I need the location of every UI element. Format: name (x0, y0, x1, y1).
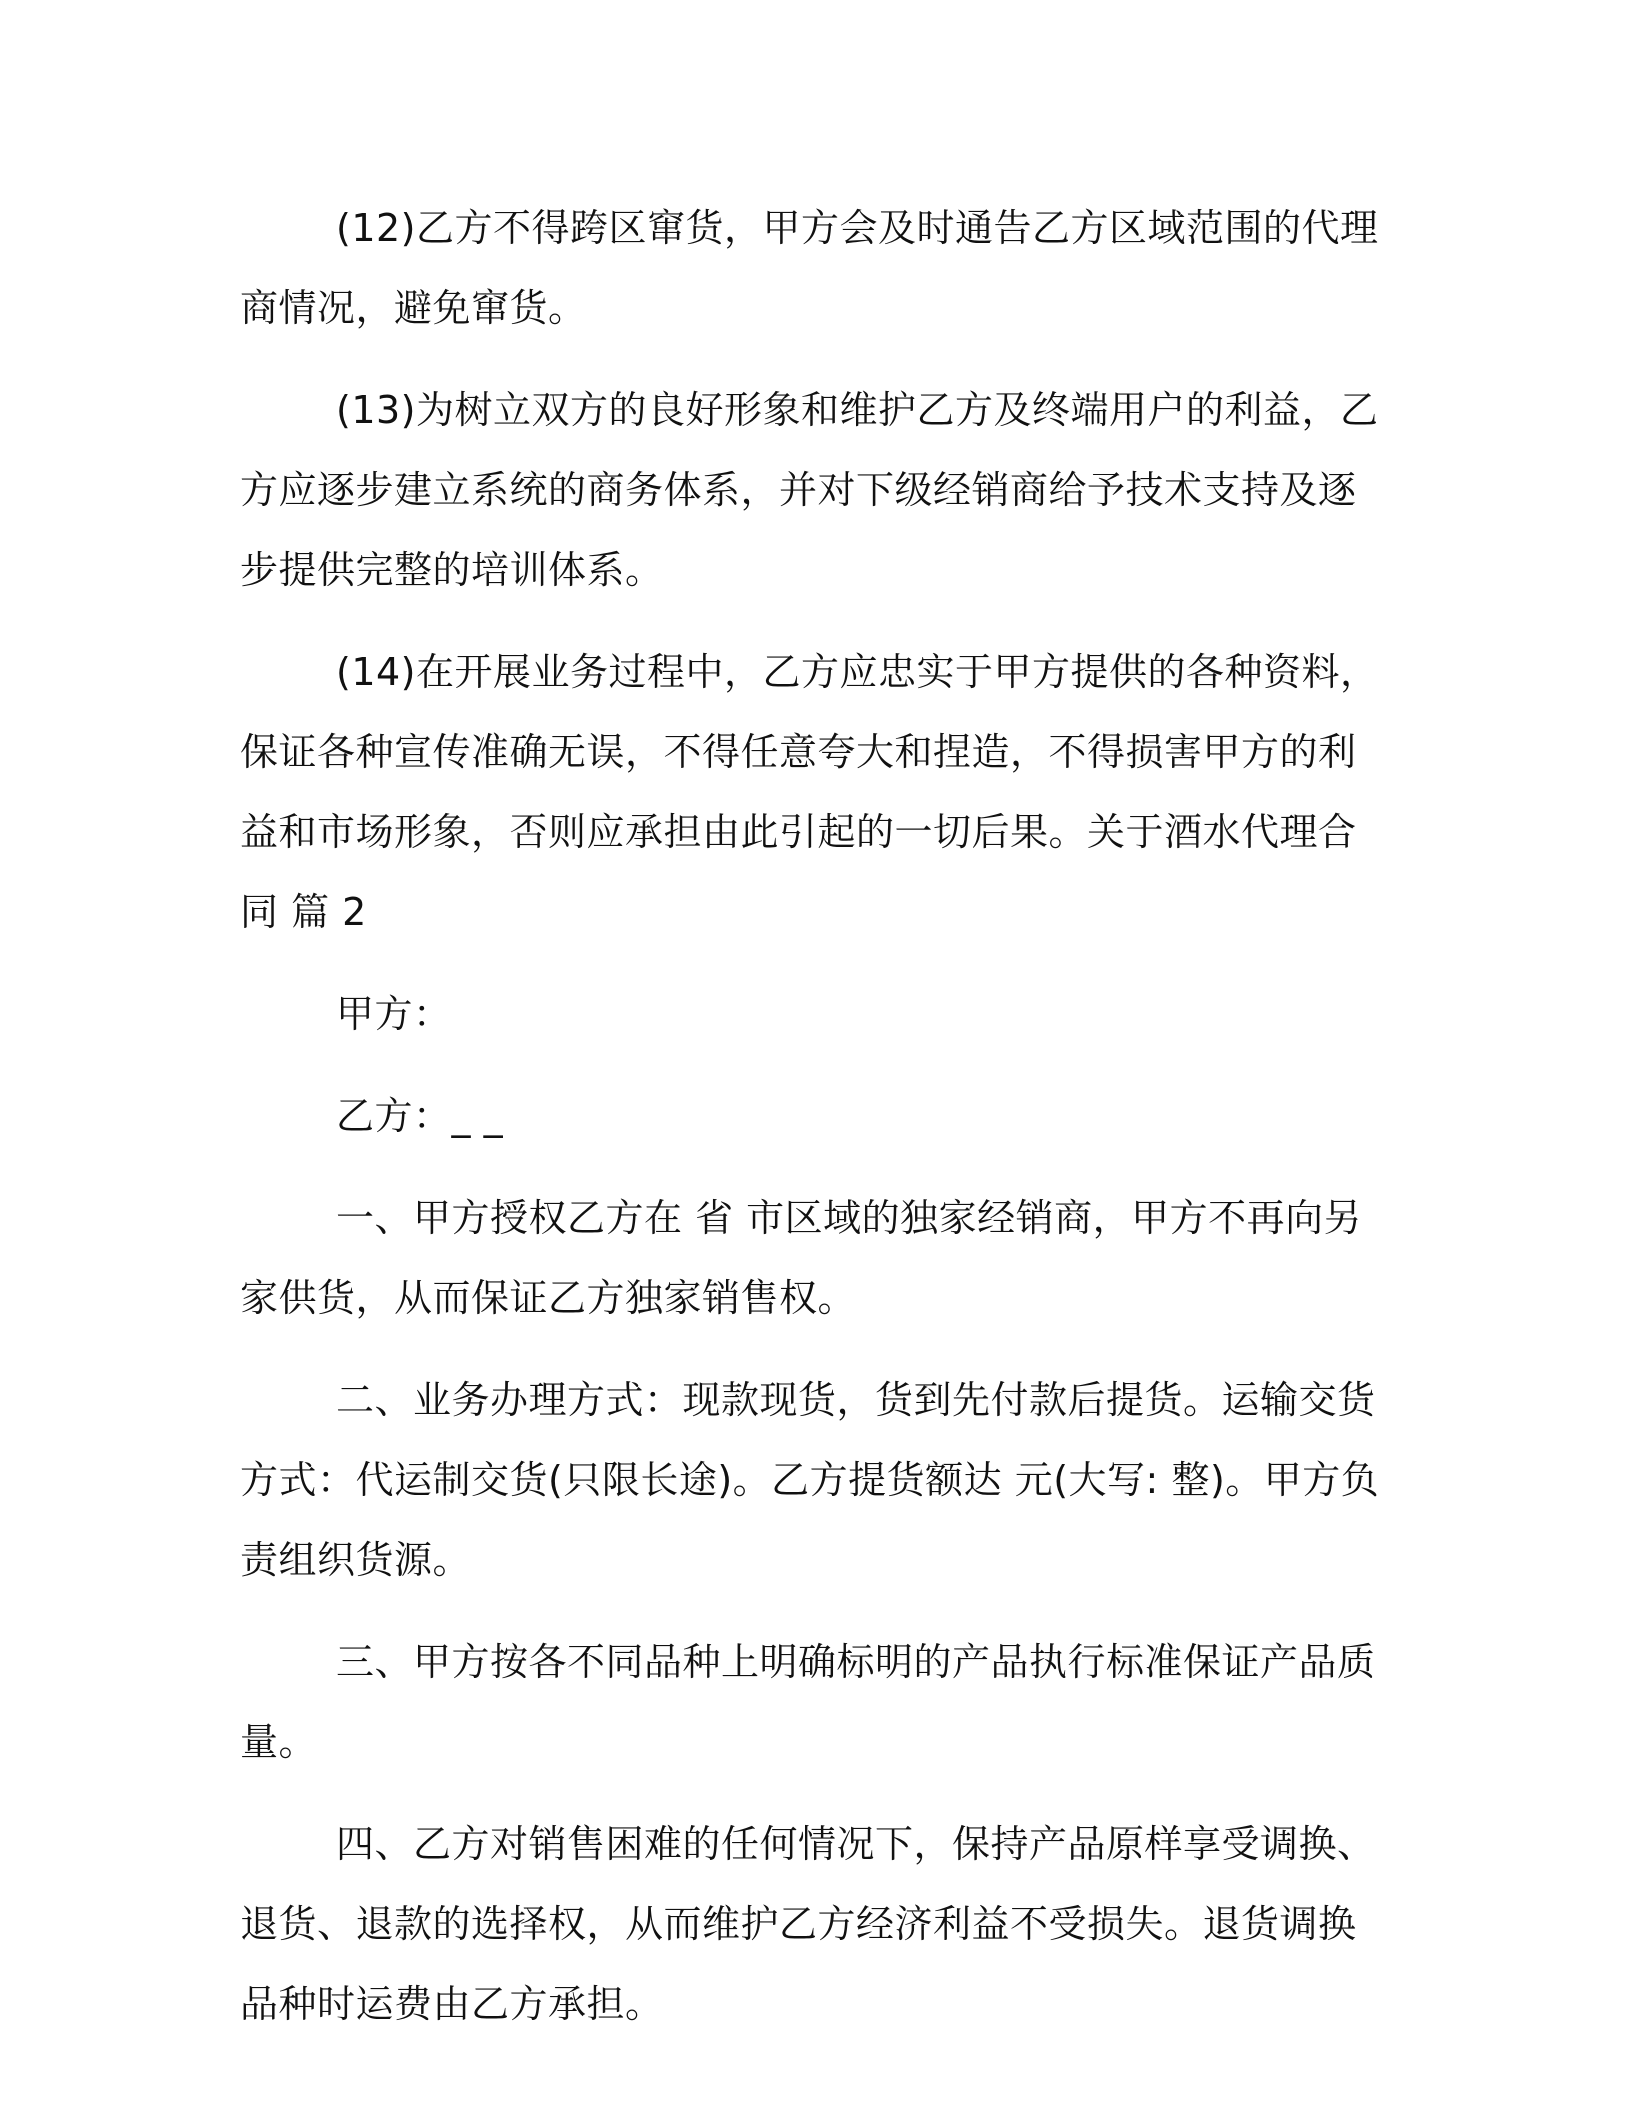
article-3: 三、甲方按各不同品种上明确标明的产品执行标准保证产品质量。 (240, 1640, 1376, 1764)
article-2: 二、业务办理方式：现款现货，货到先付款后提货。运输交货方式：代运制交货(只限长途)。乙方提货额达 元(大写: 整)。甲方负责组织货源。 (240, 1378, 1380, 1582)
document-body (240, 188, 1390, 2066)
clause-12: (12)乙方不得跨区窜货，甲方会及时通告乙方区域范围的代理商情况，避免窜货。 (240, 206, 1379, 330)
clause-13: (13)为树立双方的良好形象和维护乙方及终端用户的利益，乙方应逐步建立系统的商务体系，并对下级经销商给予技术支持及逐步提供完整的培训体系。 (240, 388, 1379, 592)
party-b-label: 乙方：_ _ (336, 1094, 504, 1138)
party-a-label: 甲方： (336, 992, 452, 1036)
article-1: 一、甲方授权乙方在 省 市区域的独家经销商，甲方不再向另家供货，从而保证乙方独家销售权。 (240, 1196, 1363, 1320)
article-4: 四、乙方对销售困难的任何情况下，保持产品原样享受调换、退货、退款的选择权，从而维护乙方经济利益不受损失。退货调换品种时运费由乙方承担。 (240, 1822, 1376, 2026)
clause-14: (14)在开展业务过程中，乙方应忠实于甲方提供的各种资料，保证各种宣传准确无误，不得任意夸大和捏造，不得损害甲方的利益和市场形象，否则应承担由此引起的一切后果。关于酒水代理合同 篇 2 (240, 650, 1379, 934)
